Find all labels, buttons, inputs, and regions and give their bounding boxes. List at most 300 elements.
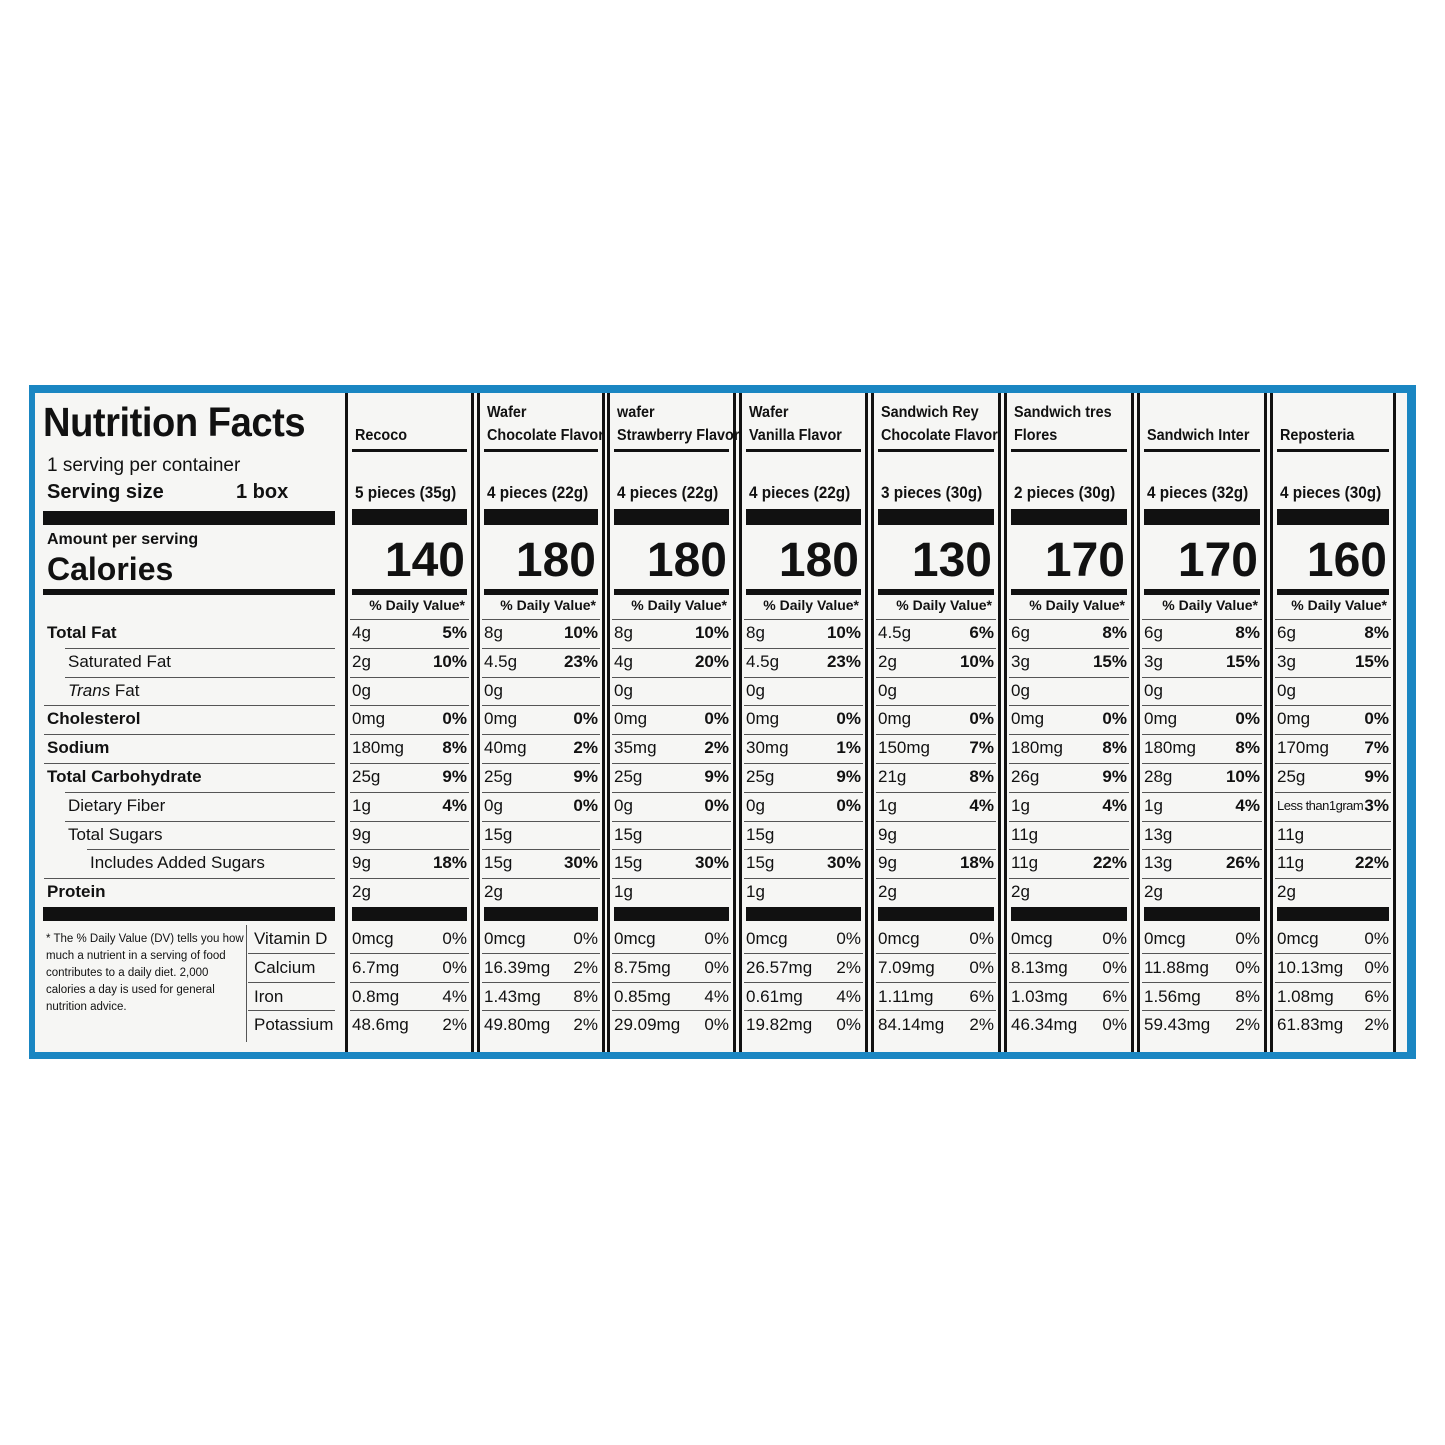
vitamin-amount: 46.34mg [1011,1015,1078,1035]
nutrient-amount: 8g [614,623,633,642]
vitamin-amount: 0mcg [1277,929,1319,948]
nutrient-amount: 0g [878,680,897,700]
nutrient-amount: 13g [1144,853,1173,873]
vitamin-amount: 26.57mg [746,957,813,977]
product-medium-divider [1144,589,1260,595]
vitamin-daily-value: 0% [1235,957,1260,977]
product-name-rule [352,449,467,452]
row-line [612,648,731,649]
row-line [612,763,731,764]
nutrient-amount: 21g [878,767,907,786]
row-line [482,734,600,735]
vitamin-daily-value: 0% [969,957,994,977]
nutrient-daily-value: 0% [1102,709,1127,729]
row-line [1009,792,1129,793]
vitamin-row-line [482,1010,600,1011]
vitamin-amount: 59.43mg [1144,1015,1211,1035]
daily-value-footnote: * The % Daily Value (DV) tells you how much a nutrient in a serving of food contributes to a daily diet. 2,000 calories a day is used for general nutrition advice. [46,933,244,1013]
vitamin-row-line [350,982,469,983]
vitamin-amount: 61.83mg [1277,1015,1344,1035]
vitamin-row-line [1142,982,1262,983]
nutrient-daily-value: 0% [704,709,729,729]
product-thick-divider-bottom [878,907,994,921]
nutrient-amount: 4g [352,623,371,642]
nutrient-amount: 0mg [1011,709,1045,729]
nutrient-daily-value: 9% [442,767,467,786]
row-line [482,619,600,620]
daily-value-header: % Daily Value* [369,597,465,613]
vitamin-amount: 0mcg [484,929,526,948]
product-serving-size: 4 pieces (22g) [749,483,851,502]
product-calories: 160 [1306,534,1387,587]
vitamin-daily-value: 2% [1364,1015,1389,1035]
vitamin-amount: 49.80mg [484,1015,551,1035]
nutrient-daily-value: 0% [1364,709,1389,729]
vitamin-daily-value: 0% [704,957,729,977]
product-serving-size: 4 pieces (32g) [1147,483,1249,502]
vitamin-daily-value: 6% [1364,986,1389,1006]
product-name-line: wafer [617,404,655,421]
nutrient-amount: 0mg [746,709,780,729]
product-name-line: Recoco [355,427,408,444]
nutrient-amount: 8g [484,623,503,642]
vitamin-daily-value: 8% [573,986,598,1006]
vitamin-row-line [1009,982,1129,983]
product-name-line: Chocolate Flavor [487,427,604,444]
row-line [1009,734,1129,735]
product-thick-divider [1011,509,1127,525]
product-name-rule [1144,449,1260,452]
nutrient-daily-value: 8% [442,738,467,758]
vitamin-amount: 29.09mg [614,1015,681,1035]
thick-divider [43,511,335,525]
nutrient-amount: 0mg [1144,709,1178,729]
vitamin-amount: 0mcg [1011,929,1053,948]
vitamin-row-line [612,982,731,983]
row-line [876,677,996,678]
vitamin-amount: 0mcg [878,929,920,948]
nutrient-daily-value: 0% [1235,709,1260,729]
nutrient-daily-value: 10% [563,623,598,642]
daily-value-header: % Daily Value* [1162,597,1258,613]
nutrient-amount: 0g [746,680,765,700]
nutrient-label: Saturated Fat [68,651,172,671]
row-line [350,792,469,793]
product-medium-divider [1277,589,1389,595]
product-thick-divider [1144,509,1260,525]
row-line [1142,705,1262,706]
product-column [1004,393,1134,1052]
nutrient-daily-value: 0% [573,795,598,815]
row-line [350,648,469,649]
nutrient-amount: 3g [1277,651,1296,671]
nutrient-amount: 28g [1144,767,1173,786]
vitamin-row-line [1142,1010,1262,1011]
row-line [612,619,731,620]
row-line [1275,821,1391,822]
nutrient-daily-value: 8% [1102,738,1127,758]
row-line [482,878,600,879]
row-line [350,705,469,706]
vitamin-label: Iron [254,986,284,1006]
vitamin-row-line [1275,1010,1391,1011]
nutrient-daily-value: 15% [1225,651,1260,671]
nutrient-amount: 3g [1011,651,1030,671]
nutrient-daily-value: 15% [1354,651,1389,671]
product-name-line: Flores [1014,427,1058,444]
trans-fat-prefix: Trans [68,680,111,700]
nutrient-daily-value: 0% [442,709,467,729]
nutrient-label: Cholesterol [47,709,141,729]
vitamin-daily-value: 0% [704,929,729,948]
nutrient-daily-value: 0% [836,795,861,815]
product-calories: 140 [384,534,465,587]
product-thick-divider-bottom [1144,907,1260,921]
nutrient-amount: 11g [1277,853,1305,873]
row-line [876,619,996,620]
nutrient-amount: 0mg [614,709,648,729]
row-line [744,648,863,649]
row-line [350,763,469,764]
nutrient-amount: 8g [746,623,765,642]
nutrient-amount: 15g [746,824,775,844]
nutrition-main-column [36,393,343,1052]
row-line [1142,619,1262,620]
nutrient-daily-value: 8% [1235,738,1260,758]
row-line [744,878,863,879]
row-line [65,792,335,793]
vitamin-daily-value: 0% [1102,929,1127,948]
nutrient-daily-value: 0% [704,795,729,815]
product-name [487,401,604,447]
medium-divider [43,589,335,595]
row-line [350,734,469,735]
product-calories: 170 [1044,534,1125,587]
trans-fat-suffix: Fat [110,680,140,700]
nutrient-amount: 13g [1144,824,1173,844]
vitamin-daily-value: 2% [573,1015,598,1035]
servings-per-container: 1 serving per container [47,455,241,476]
product-column [1270,393,1396,1052]
product-name [881,401,998,447]
row-line [482,705,600,706]
nutrient-daily-value: 10% [959,651,994,671]
vitamin-row-line [1142,953,1262,954]
product-name-line [355,401,407,424]
nutrient-label: Total Fat [47,623,117,642]
row-line [612,849,731,850]
nutrient-daily-value: 8% [1102,623,1127,642]
row-line [482,792,600,793]
nutrient-daily-value: 30% [694,853,729,873]
vitamin-amount: 1.43mg [484,986,541,1006]
product-name-line: Wafer [749,404,789,421]
row-line [1142,849,1262,850]
row-line [350,878,469,879]
nutrient-daily-value: 4% [1235,795,1260,815]
row-line [1009,705,1129,706]
product-serving-size: 2 pieces (30g) [1014,483,1116,502]
daily-value-header: % Daily Value* [500,597,596,613]
nutrient-daily-value: 10% [694,623,729,642]
nutrient-amount: 180mg [1144,738,1196,758]
serving-size-label: Serving size [47,481,164,503]
nutrient-amount: 9g [352,853,371,873]
vitamin-daily-value: 0% [1102,1015,1127,1035]
row-line [612,821,731,822]
vitamin-row-line [612,953,731,954]
nutrient-label: Sodium [47,738,110,758]
nutrient-label: Dietary Fiber [68,795,166,815]
product-medium-divider [1011,589,1127,595]
row-line [744,619,863,620]
vitamin-amount: 10.13mg [1277,957,1344,977]
nutrient-amount: 180mg [1011,738,1063,758]
row-line [87,849,335,850]
row-line [1142,648,1262,649]
row-line [1142,763,1262,764]
nutrient-amount: 6g [1011,623,1030,642]
row-line [44,763,335,764]
nutrient-daily-value: 0% [836,709,861,729]
product-medium-divider [878,589,994,595]
daily-value-header: % Daily Value* [631,597,727,613]
product-name-line: Wafer [487,404,527,421]
nutrient-amount: 2g [878,882,897,902]
vitamin-amount: 0.61mg [746,986,803,1006]
nutrient-amount: 1g [352,795,371,815]
vitamin-row-line [482,953,600,954]
row-line [482,677,600,678]
vitamin-row-line [350,953,469,954]
product-name-line: Sandwich Inter [1147,427,1250,444]
vitamin-daily-value: 0% [1364,929,1389,948]
nutrient-amount: 1g [614,882,633,902]
vitamin-daily-value: 2% [969,1015,994,1035]
vitamin-row-line [744,982,863,983]
product-name-line [1147,401,1249,424]
row-line [1142,792,1262,793]
nutrient-amount: 2g [1144,882,1163,902]
nutrient-amount: 15g [614,853,643,873]
daily-value-header: % Daily Value* [1029,597,1125,613]
row-line [744,705,863,706]
nutrient-amount: 3g [1144,651,1163,671]
nutrient-amount: 170mg [1277,738,1329,758]
calories-label: Calories [47,551,174,587]
vitamin-daily-value: 0% [1235,929,1260,948]
row-line [482,821,600,822]
vitamin-label: Vitamin D [254,929,328,948]
nutrient-amount: 0g [1277,680,1296,700]
nutrient-daily-value: 10% [826,623,861,642]
product-thick-divider [1277,509,1389,525]
nutrient-daily-value: 22% [1092,853,1127,873]
product-calories: 180 [646,534,727,587]
nutrient-daily-value: 2% [704,738,729,758]
vitamin-daily-value: 2% [1235,1015,1260,1035]
row-line [44,734,335,735]
nutrient-daily-value: 0% [573,709,598,729]
nutrient-amount: 1g [746,882,765,902]
daily-value-header: % Daily Value* [763,597,859,613]
nutrient-label [68,681,140,701]
row-line [744,677,863,678]
vitamin-daily-value: 0% [1364,957,1389,977]
nutrient-amount: 9g [878,824,897,844]
product-column [871,393,1001,1052]
vitamin-daily-value: 0% [704,1015,729,1035]
row-line [1009,849,1129,850]
nutrient-amount: 4.5g [746,651,780,671]
nutrient-amount: 0g [614,680,633,700]
row-line [65,677,335,678]
row-line [876,763,996,764]
nutrient-amount: 0mg [352,709,386,729]
product-name [1280,401,1354,447]
nutrient-daily-value: 9% [573,767,598,786]
row-line [1275,734,1391,735]
vitamin-row-line [482,982,600,983]
nutrient-amount: 0mg [484,709,518,729]
product-name [617,401,739,447]
product-name-line: Strawberry Flavor [617,427,740,444]
row-line [350,821,469,822]
nutrient-daily-value: 5% [442,623,467,642]
nutrient-amount: Less than1gram [1277,797,1364,813]
row-line [1275,619,1391,620]
row-line [482,849,600,850]
row-line [1009,619,1129,620]
vitamin-amount: 0mcg [1144,929,1186,948]
nutrient-daily-value: 10% [432,651,467,671]
nutrient-amount: 11g [1277,824,1305,844]
nutrient-amount: 0g [1144,680,1163,700]
vitamin-row-line [1275,982,1391,983]
nutrient-daily-value: 10% [1225,767,1260,786]
nutrient-label: Includes Added Sugars [90,853,265,873]
vitamin-amount: 48.6mg [352,1015,409,1035]
row-line [744,734,863,735]
nutrient-amount: 25g [746,767,775,786]
row-line [65,648,335,649]
row-line [1275,677,1391,678]
vitamin-daily-value: 0% [573,929,598,948]
nutrient-amount: 11g [1011,853,1039,873]
vitamin-row-line [248,982,335,983]
vitamin-separator [246,925,247,1042]
nutrient-amount: 0g [484,680,503,700]
row-line [1275,648,1391,649]
product-name-line: Sandwich Rey [881,404,979,421]
product-calories: 170 [1177,534,1258,587]
vitamin-amount: 1.08mg [1277,986,1334,1006]
row-line [744,792,863,793]
vitamin-daily-value: 0% [836,1015,861,1035]
vitamin-daily-value: 2% [836,957,861,977]
nutrient-daily-value: 2% [573,738,598,758]
nutrient-daily-value: 20% [694,651,729,671]
row-line [1275,705,1391,706]
product-column [477,393,605,1052]
row-line [1275,763,1391,764]
vitamin-row-line [1009,953,1129,954]
nutrient-amount: 2g [1011,882,1030,902]
vitamin-row-line [744,1010,863,1011]
product-name-line: Chocolate Flavor [881,427,998,444]
nutrient-amount: 9g [352,824,371,844]
nutrient-daily-value: 8% [1235,623,1260,642]
vitamin-amount: 7.09mg [878,957,935,977]
nutrient-amount: 4g [614,651,633,671]
vitamin-row-line [350,1010,469,1011]
row-line [612,677,731,678]
vitamin-amount: 16.39mg [484,957,551,977]
product-thick-divider-bottom [484,907,598,921]
row-line [876,878,996,879]
product-calories: 180 [778,534,859,587]
product-name-rule [614,449,729,452]
nutrient-amount: 0g [484,795,503,815]
vitamin-daily-value: 2% [442,1015,467,1035]
nutrient-daily-value: 18% [959,853,994,873]
nutrient-amount: 15g [614,824,643,844]
row-line [1142,734,1262,735]
nutrient-amount: 40mg [484,738,527,758]
nutrient-daily-value: 9% [836,767,861,786]
row-line [1142,821,1262,822]
product-serving-size: 4 pieces (30g) [1280,483,1382,502]
nutrient-daily-value: 8% [1364,623,1389,642]
row-line [350,677,469,678]
vitamin-amount: 1.03mg [1011,986,1068,1006]
vitamin-amount: 6.7mg [352,957,400,977]
nutrient-daily-value: 15% [1092,651,1127,671]
product-thick-divider [484,509,598,525]
nutrient-amount: 0g [614,795,633,815]
vitamin-amount: 8.75mg [614,957,671,977]
product-thick-divider-bottom [1277,907,1389,921]
nutrient-amount: 150mg [878,738,930,758]
product-name-rule [1277,449,1389,452]
nutrient-amount: 0g [746,795,765,815]
product-thick-divider-bottom [746,907,861,921]
nutrient-label: Total Carbohydrate [47,767,202,786]
vitamin-row-line [1275,953,1391,954]
nutrient-amount: 180mg [352,738,404,758]
nutrient-amount: 4.5g [878,623,912,642]
nutrient-amount: 35mg [614,738,657,758]
vitamin-daily-value: 6% [969,986,994,1006]
row-line [1009,878,1129,879]
vitamin-daily-value: 0% [969,929,994,948]
nutrient-amount: 2g [484,882,503,902]
vitamin-amount: 0.8mg [352,986,400,1006]
vitamin-row-line [876,1010,996,1011]
nutrient-amount: 25g [614,767,643,786]
row-line [65,821,335,822]
product-name-rule [746,449,861,452]
vitamin-daily-value: 4% [442,986,467,1006]
vitamin-amount: 11.88mg [1144,957,1209,977]
product-serving-size: 4 pieces (22g) [617,483,719,502]
nutrition-facts-title: Nutrition Facts [43,399,306,445]
nutrient-amount: 6g [1144,623,1163,642]
row-line [44,878,335,879]
row-line [612,734,731,735]
nutrient-amount: 25g [352,767,381,786]
product-name-rule [484,449,598,452]
